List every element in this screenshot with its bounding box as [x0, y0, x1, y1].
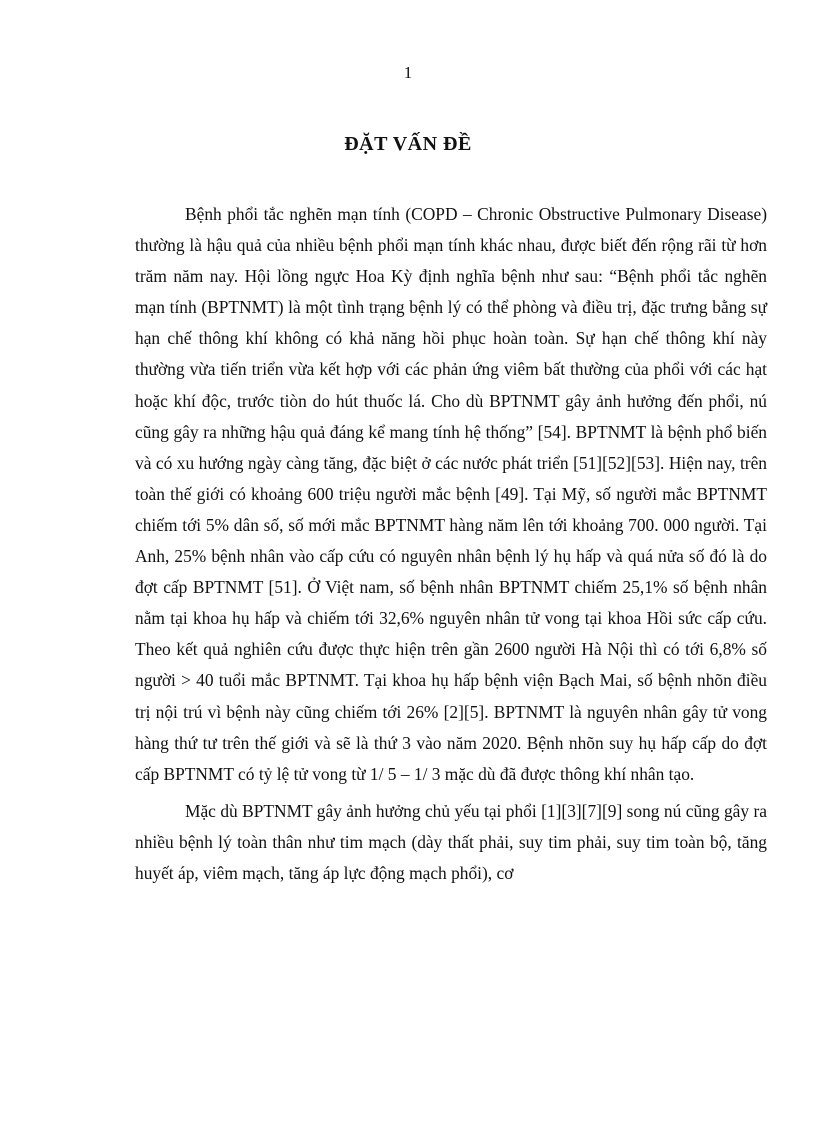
page-title: ĐẶT VẤN ĐỀ: [344, 133, 472, 155]
paragraph-2: Mặc dù BPTNMT gây ảnh hưởng chủ yếu tại phổi [1][3][7][9] song nú cũng gây ra nhiều bệnh lý toàn thân như tim mạch (dày thất phải, suy tim phải, suy tim toàn bộ, tăng huyết áp, viêm mạch, tăng áp lực động mạch phổi), cơ: [135, 800, 767, 883]
page-number: 1: [403, 63, 413, 82]
paragraph-1: Bệnh phổi tắc nghẽn mạn tính (COPD – Chronic Obstructive Pulmonary Disease) thường là hậu quả của nhiều bệnh phổi mạn tính khác nhau, được biết đến rộng rãi từ hơn trăm năm nay. Hội lồng ngực Hoa Kỳ định nghĩa bệnh như sau: “Bệnh phổi tắc nghẽn mạn tính (BPTNMT) là một tình trạng bệnh lý có thể phòng và điều trị, đặc trưng bằng sự hạn chế thông khí không có khả năng hồi phục hoàn toàn. Sự hạn chế thông khí này thường vừa tiến triển vừa kết hợp với các phản ứng viêm bất thường của phổi với các hạt hoặc khí độc, trước tiòn do hút thuốc lá. Cho dù BPTNMT gây ảnh hưởng đến phổi, nú cũng gây ra những hậu quả đáng kể mang tính hệ thống” [54]. BPTNMT là bệnh phổ biến và có xu hướng ngày càng tăng, đặc biệt ở các nước phát triển [51][52][53]. Hiện nay, trên toàn thế giới có khoảng 600 triệu người mắc bệnh [49]. Tại Mỹ, số người mắc BPTNMT chiếm tới 5% dân số, số mới mắc BPTNMT hàng năm lên tới khoảng 700. 000 người. Tại Anh, 25% bệnh nhân vào cấp cứu có nguyên nhân bệnh lý hụ hấp và quá nửa số đó là do đợt cấp BPTNMT [51]. Ở Việt nam, số bệnh nhân BPTNMT chiếm 25,1% số bệnh nhân nằm tại khoa hụ hấp và chiếm tới 32,6% nguyên nhân tử vong tại khoa Hồi sức cấp cứu. Theo kết quả nghiên cứu được thực hiện trên gần 2600 người Hà Nội thì có tới 6,8% số người > 40 tuổi mắc BPTNMT. Tại khoa hụ hấp bệnh viện Bạch Mai, số bệnh nhõn điều trị nội trú vì bệnh này cũng chiếm tới 26% [2][5]. BPTNMT là nguyên nhân gây tử vong hàng thứ tư trên thế giới và sẽ là thứ 3 vào năm 2020. Bệnh nhõn suy hụ hấp cấp do đợt cấp BPTNMT có tỷ lệ tử vong từ 1/ 5 – 1/ 3 mặc dù đã được thông khí nhân tạo.: [135, 204, 767, 784]
body-text: [135, 199, 767, 895]
